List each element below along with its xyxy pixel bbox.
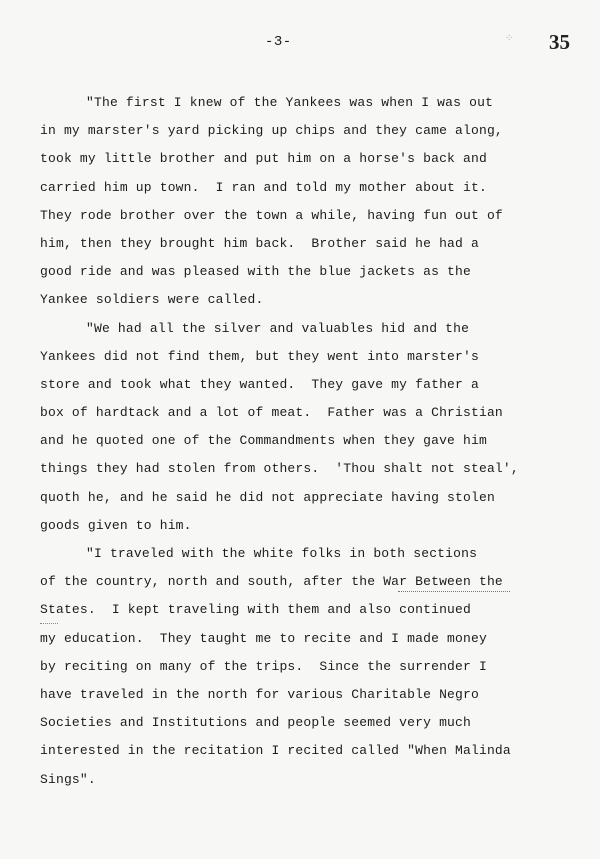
- document-body: [40, 89, 580, 794]
- text-line: him, then they brought him back. Brother said he had a: [40, 235, 479, 251]
- page-marker: -3-: [265, 34, 292, 50]
- text-line: "The first I knew of the Yankees was when I was out: [86, 95, 494, 110]
- ink-smudge: ⁘: [505, 34, 514, 45]
- text-line: took my little brother and put him on a horse's back and: [40, 151, 487, 167]
- text-line: Yankee soldiers were called.: [40, 292, 264, 308]
- page-number: 35: [549, 30, 570, 54]
- text-line: Societies and Institutions and people seemed very much: [40, 715, 471, 731]
- text-line: things they had stolen from others. 'Thou shalt not steal',: [40, 461, 519, 477]
- text-line: box of hardtack and a lot of meat. Father was a Christian: [40, 405, 503, 421]
- text-line: in my marster's yard picking up chips and they came along,: [40, 123, 503, 139]
- text-line: "I traveled with the white folks in both sections: [86, 546, 478, 561]
- text-line: States. I kept traveling with them and also continued: [40, 602, 471, 618]
- text-line: good ride and was pleased with the blue jackets as the: [40, 264, 471, 280]
- paragraph: [40, 315, 580, 541]
- text-line: interested in the recitation I recited called "When Malinda: [40, 743, 511, 759]
- text-line: quoth he, and he said he did not appreciate having stolen: [40, 489, 495, 505]
- paragraph: [40, 540, 580, 794]
- pencil-underline: [40, 623, 58, 624]
- text-line: have traveled in the north for various Charitable Negro: [40, 686, 479, 702]
- text-line: by reciting on many of the trips. Since the surrender I: [40, 658, 487, 674]
- paragraph: [40, 89, 580, 315]
- text-line: my education. They taught me to recite and I made money: [40, 630, 487, 646]
- text-line: carried him up town. I ran and told my mother about it.: [40, 179, 487, 195]
- text-line: of the country, north and south, after the War Between the: [40, 574, 503, 590]
- text-line: They rode brother over the town a while, having fun out of: [40, 207, 503, 223]
- text-line: "We had all the silver and valuables hid and the: [86, 320, 470, 336]
- text-line: store and took what they wanted. They gave my father a: [40, 376, 479, 392]
- pencil-underline: [398, 591, 510, 592]
- text-line: goods given to him.: [40, 517, 192, 533]
- text-line: Sings".: [40, 771, 96, 787]
- text-line: and he quoted one of the Commandments when they gave him: [40, 433, 487, 449]
- text-line: Yankees did not find them, but they went into marster's: [40, 348, 479, 364]
